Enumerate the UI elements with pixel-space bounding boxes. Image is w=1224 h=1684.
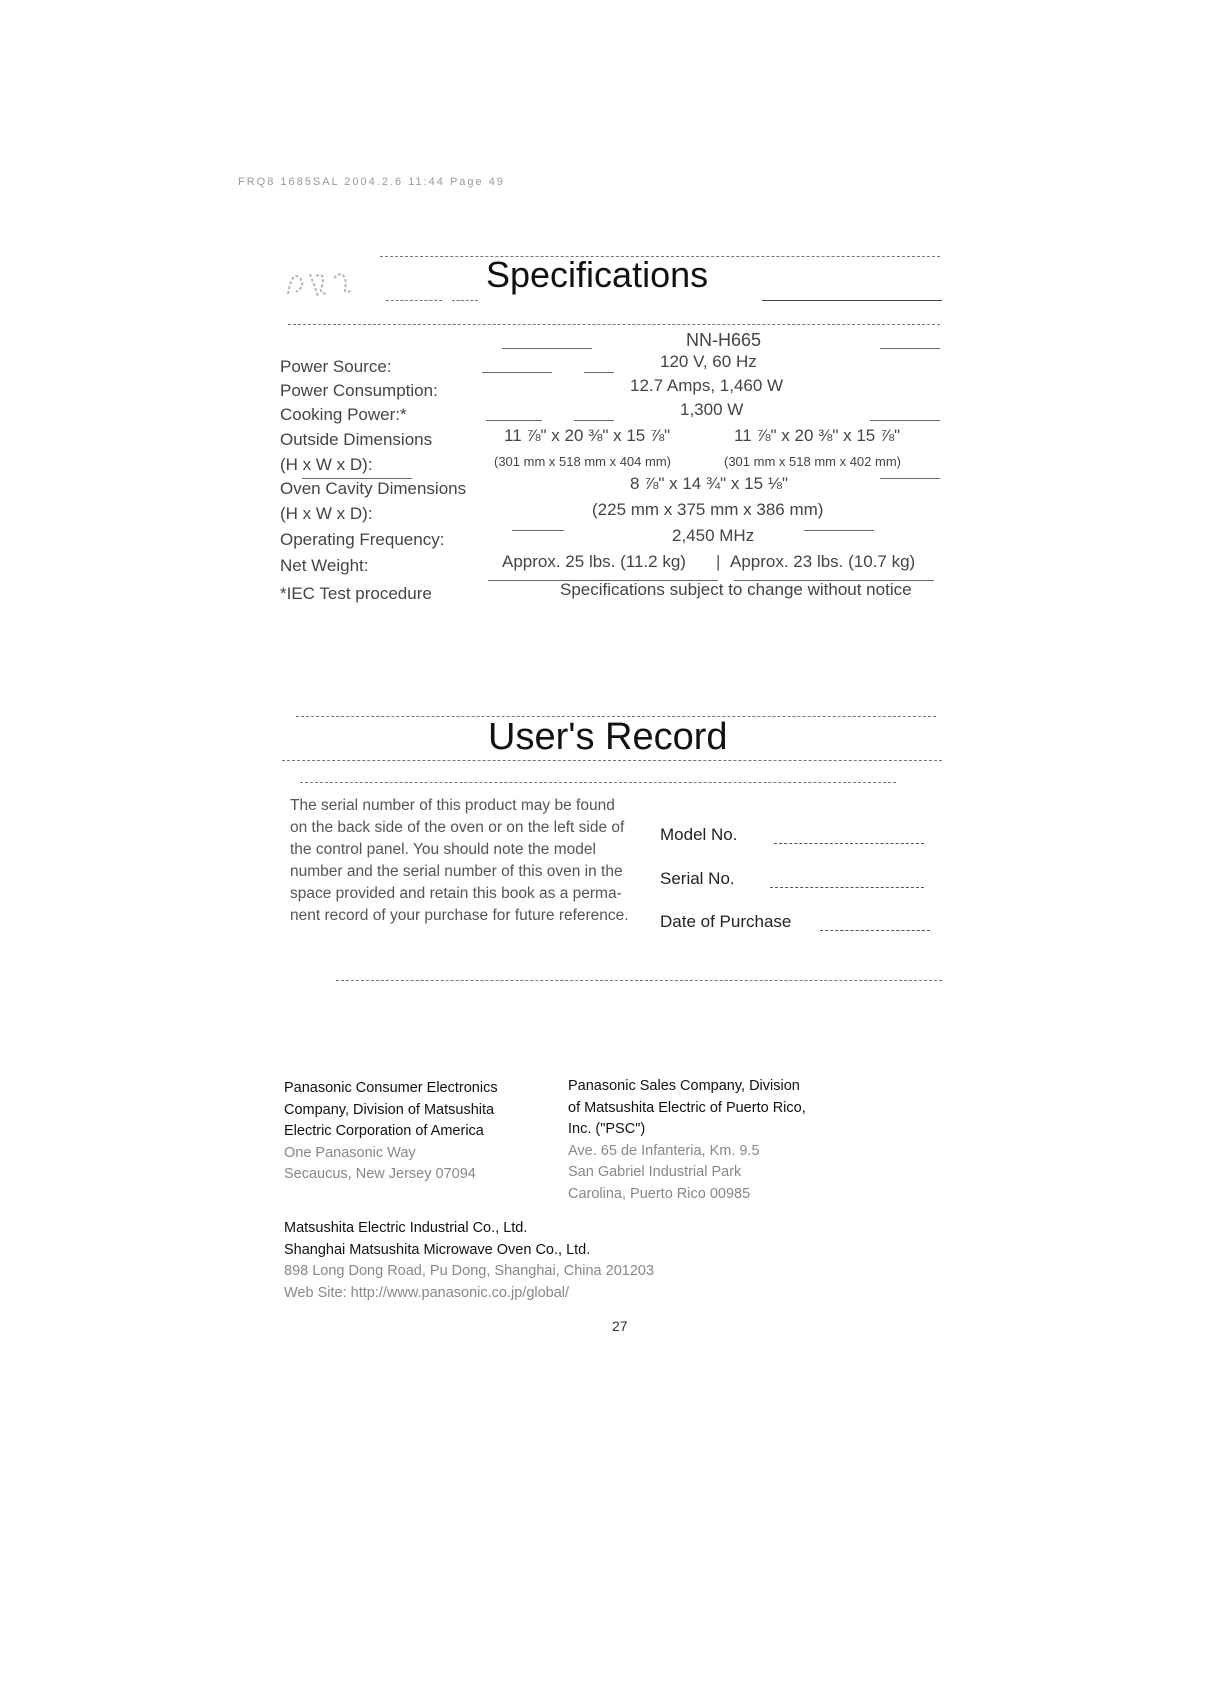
address-bottom-line: Matsushita Electric Industrial Co., Ltd. [284, 1220, 528, 1236]
spec-value-operating-frequency: 2,450 MHz [672, 526, 755, 545]
address-left-line: Panasonic Consumer Electronics [284, 1080, 498, 1096]
date-of-purchase-label: Date of Purchase [660, 912, 792, 931]
address-block-right [568, 1076, 806, 1205]
spec-value-cavity-dimensions: 8 ⅞" x 14 ¾" x 15 ⅛" [630, 474, 788, 493]
users-record-paragraph: The serial number of this product may be found on the back side of the oven or on the left side of the control panel. You should note the model number and the serial number of this oven in the space provided and retain this book as a perma-nent record of your purchase for future reference. [290, 797, 629, 924]
spec-label-power-consumption: Power Consumption: [280, 381, 438, 400]
spec-label-power-source: Power Source: [280, 357, 392, 376]
spec-label-cavity-hwd: (H x W x D): [280, 504, 373, 523]
address-left-line: Secaucus, New Jersey 07094 [284, 1166, 476, 1182]
users-record-title: User's Record [488, 716, 728, 758]
address-bottom-line: Shanghai Matsushita Microwave Oven Co., Ltd. [284, 1241, 591, 1258]
address-bottom-line: Web Site: http://www.panasonic.co.jp/global/ [284, 1284, 570, 1301]
spec-label-cavity-dimensions: Oven Cavity Dimensions [280, 479, 467, 498]
spec-value-net-weight-a: Approx. 25 lbs. (11.2 kg) [502, 552, 686, 571]
spec-value-power-consumption: 12.7 Amps, 1,460 W [630, 376, 784, 395]
address-bottom-line: 898 Long Dong Road, Pu Dong, Shanghai, China 201203 [284, 1263, 655, 1279]
spec-label-net-weight: Net Weight: [280, 556, 369, 575]
spec-value-notice: Specifications subject to change without notice [560, 580, 912, 599]
specifications-title: Specifications [486, 254, 709, 295]
spec-label-operating-frequency: Operating Frequency: [280, 530, 445, 549]
address-block-bottom [284, 1218, 654, 1304]
spec-value-net-weight-b: Approx. 23 lbs. (10.7 kg) [730, 552, 916, 571]
address-left-line: One Panasonic Way [284, 1144, 416, 1161]
spec-value-outside-hwd-b: (301 mm x 518 mm x 402 mm) [724, 454, 901, 469]
model-number: NN-H665 [686, 330, 762, 350]
spec-value-cooking-power: 1,300 W [680, 400, 744, 419]
address-right-line: Inc. ("PSC") [568, 1121, 646, 1137]
spec-value-power-source: 120 V, 60 Hz [660, 352, 757, 371]
spec-label-iec-test: *IEC Test procedure [280, 584, 432, 603]
brand-logo-icon [282, 264, 366, 304]
spec-label-outside-hwd: (H x W x D): [280, 455, 373, 474]
address-right-line: Carolina, Puerto Rico 00985 [568, 1185, 751, 1202]
spec-separator: | [716, 552, 721, 571]
spec-value-outside-hwd-a: (301 mm x 518 mm x 404 mm) [494, 454, 671, 469]
spec-label-outside-dimensions: Outside Dimensions [280, 430, 433, 449]
spec-value-outside-dimensions-b: 11 ⅞" x 20 ⅜" x 15 ⅞" [734, 426, 901, 445]
address-left-line: Company, Division of Matsushita [284, 1101, 495, 1118]
address-right-line: San Gabriel Industrial Park [568, 1164, 742, 1180]
address-block-left [284, 1078, 498, 1186]
model-no-label: Model No. [660, 825, 738, 844]
address-right-line: of Matsushita Electric of Puerto Rico, [568, 1099, 806, 1116]
spec-value-outside-dimensions-a: 11 ⅞" x 20 ⅜" x 15 ⅞" [504, 426, 671, 445]
page-number: 27 [612, 1318, 628, 1334]
spec-label-cooking-power: Cooking Power:* [280, 405, 407, 424]
address-right-line: Panasonic Sales Company, Division [568, 1078, 800, 1094]
address-left-line: Electric Corporation of America [284, 1123, 484, 1139]
serial-no-label: Serial No. [660, 869, 735, 888]
address-right-line: Ave. 65 de Infanteria, Km. 9.5 [568, 1142, 760, 1159]
spec-value-cavity-hwd: (225 mm x 375 mm x 386 mm) [592, 500, 824, 519]
fax-header: FRQ8 1685SAL 2004.2.6 11:44 Page 49 [238, 176, 505, 188]
